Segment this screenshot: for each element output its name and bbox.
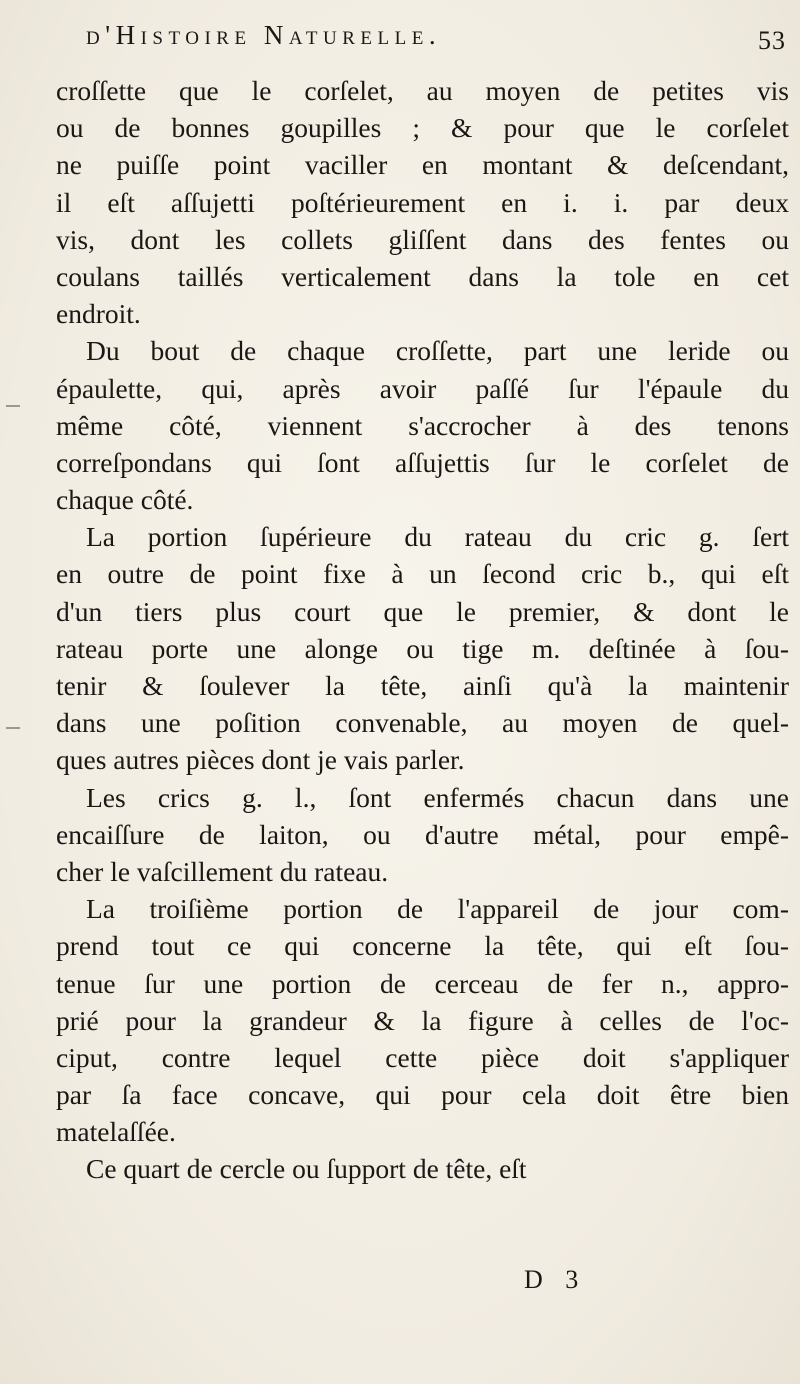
text-line: ques autres pièces dont je vais parler. bbox=[56, 744, 465, 776]
paragraph bbox=[56, 72, 789, 332]
paragraph bbox=[56, 779, 789, 891]
text-line: endroit. bbox=[56, 298, 141, 330]
text-line: rateau porte une alonge ou tige m. deſtinée à ſou- bbox=[56, 632, 789, 664]
paragraph bbox=[56, 1150, 789, 1187]
text-line: épaulette, qui, après avoir paſſé ſur l'épaule du bbox=[56, 372, 789, 404]
text-line: tenue ſur une portion de cerceau de fer n., appro- bbox=[56, 967, 789, 999]
body-text bbox=[56, 72, 789, 1188]
text-line: tenir & ſoulever la tête, ainſi qu'à la maintenir bbox=[56, 670, 789, 701]
text-line: croſſette que le corſelet, au moyen de petites vis bbox=[56, 75, 789, 106]
text-line: par ſa face concave, qui pour cela doit être bien bbox=[56, 1079, 789, 1111]
text-line: coulans taillés verticalement dans la tole en cet bbox=[56, 260, 789, 292]
text-line: encaiſſure de laiton, ou d'autre métal, pour empê- bbox=[56, 818, 789, 850]
text-line: prié pour la grandeur & la figure à celles de l'oc- bbox=[56, 1004, 789, 1036]
text-line: il eſt aſſujetti poſtérieurement en i. i. par deux bbox=[56, 186, 789, 218]
text-line: chaque côté. bbox=[56, 484, 194, 516]
paragraph bbox=[56, 890, 789, 1150]
text-line: ou de bonnes goupilles ; & pour que le corſelet bbox=[56, 112, 789, 144]
text-line: Les crics g. l., ſont enfermés chacun dans une bbox=[86, 781, 789, 813]
text-line: prend tout ce qui concerne la tête, qui eſt ſou- bbox=[56, 930, 789, 962]
text-line: cher le vaſcillement du rateau. bbox=[56, 855, 389, 887]
text-line: Ce quart de cercle ou ſupport de tête, eſt bbox=[86, 1153, 527, 1185]
text-line: La troiſième portion de l'appareil de jour com- bbox=[86, 893, 789, 925]
text-line: vis, dont les collets gliſſent dans des fentes ou bbox=[56, 223, 789, 255]
running-head bbox=[86, 20, 786, 60]
text-line: correſpondans qui ſont aſſujettis ſur le corſelet de bbox=[56, 446, 789, 478]
text-line: ne puiſſe point vaciller en montant & deſcendant, bbox=[56, 149, 789, 181]
text-line: en outre de point fixe à un ſecond cric b., qui eſt bbox=[56, 558, 789, 590]
page-number: 53 bbox=[758, 26, 786, 55]
running-title: d'Histoire Naturelle. bbox=[86, 20, 442, 50]
paragraph bbox=[56, 518, 789, 778]
signature-mark: D 3 bbox=[524, 1265, 587, 1294]
text-line: même côté, viennent s'accrocher à des tenons bbox=[56, 409, 789, 441]
margin-dash bbox=[6, 727, 20, 729]
text-line: dans une poſition convenable, au moyen de quel- bbox=[56, 707, 789, 739]
margin-dash bbox=[6, 405, 20, 407]
text-line: matelaſſée. bbox=[56, 1116, 176, 1148]
text-line: Du bout de chaque croſſette, part une leride ou bbox=[86, 335, 789, 367]
text-line: La portion ſupérieure du rateau du cric g. ſert bbox=[86, 521, 789, 553]
text-line: d'un tiers plus court que le premier, & dont le bbox=[56, 595, 789, 627]
text-line: ciput, contre lequel cette pièce doit s'appliquer bbox=[56, 1041, 789, 1073]
paragraph bbox=[56, 332, 789, 518]
